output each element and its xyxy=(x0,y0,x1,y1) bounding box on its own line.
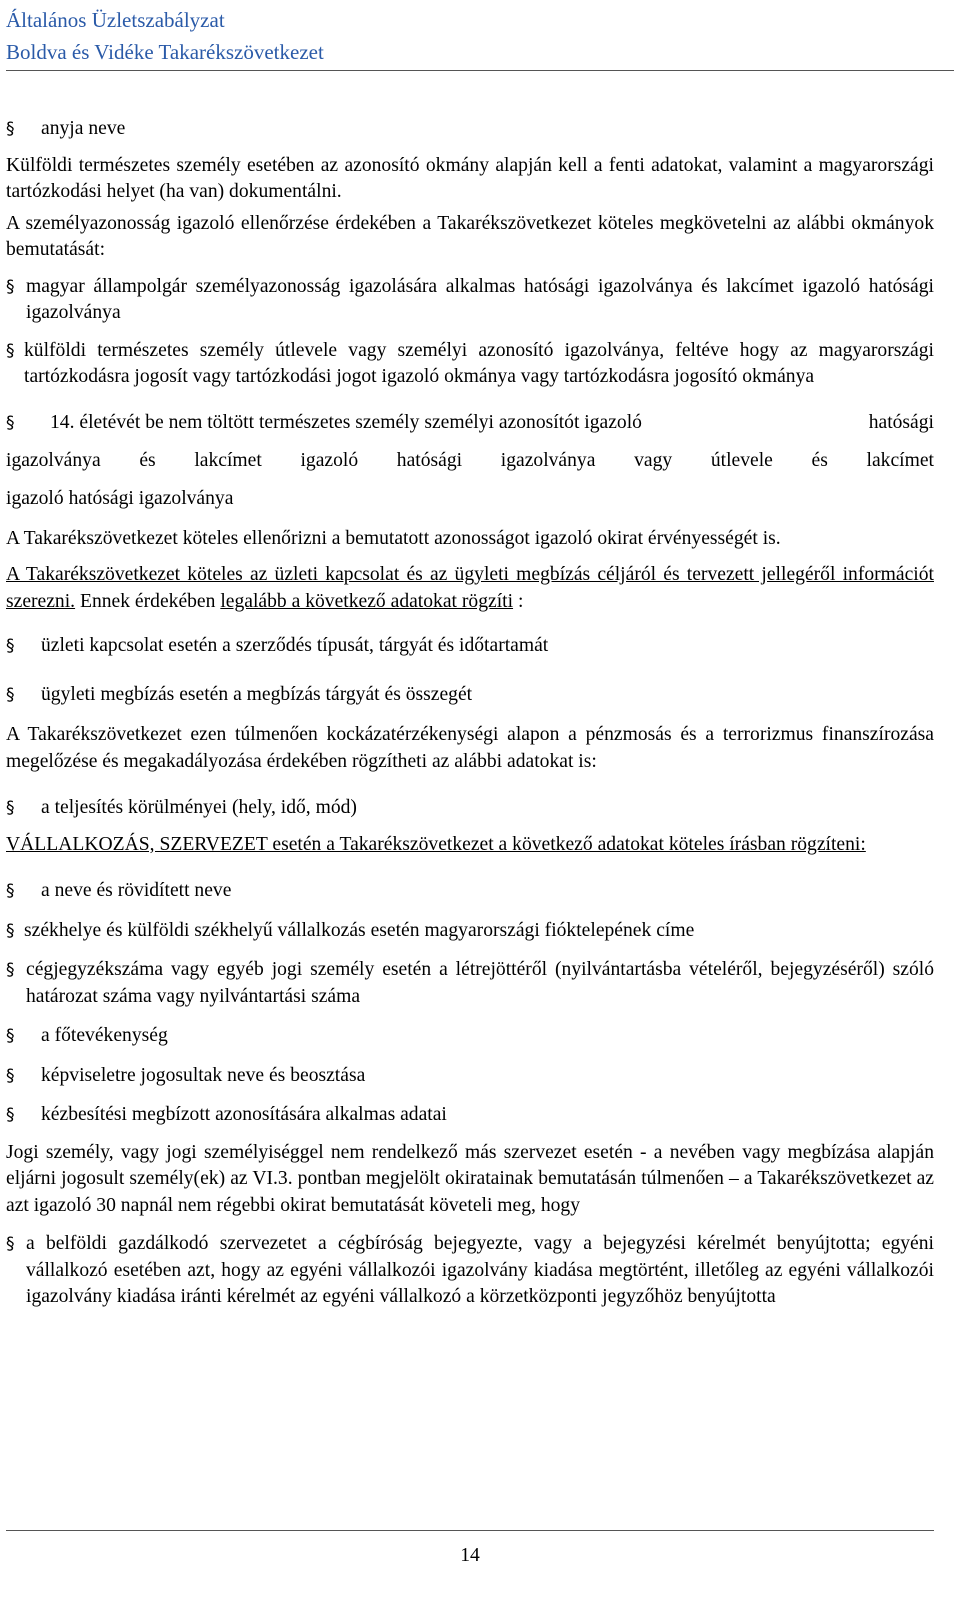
list-item-text: anyja neve xyxy=(41,118,126,139)
document-title: Általános Üzletszabályzat xyxy=(6,8,225,32)
list-item xyxy=(6,682,934,709)
paragraph: A személyazonosság igazoló ellenőrzése érdekében a Takarékszövetkezet köteles megkövetelni az alábbi okmányok bemutatását: xyxy=(6,212,934,260)
list-item-text: külföldi természetes személy útlevele vagy személyi azonosító igazolványa, feltéve hogy az magyarországi tartózkodásra jogosít vagy tartózkodási jogot igazoló okmánya vagy tartózkodásra jogosító okmánya xyxy=(24,339,934,387)
section-bullet-icon: § xyxy=(6,636,15,656)
list-item-text: kézbesítési megbízott azonosítására alkalmas adatai xyxy=(41,1104,447,1125)
section-bullet-icon: § xyxy=(6,798,15,818)
section-bullet-icon: § xyxy=(6,1026,15,1046)
underlined-text: A Takarékszövetkezet köteles az üzleti kapcsolat és az ügyleti megbízás céljáról és tervezett jellegéről információt szerezni. xyxy=(6,564,934,612)
paragraph: Külföldi természetes személy esetében az azonosító okmány alapján kell a fenti adatokat, valamint a magyarországi tartózkodási helyet (ha van) dokumentálni. xyxy=(6,154,934,202)
footer-divider xyxy=(6,1530,934,1531)
section-bullet-icon: § xyxy=(6,881,15,901)
list-item xyxy=(6,274,934,327)
list-item-text: igazoló hatósági igazolványa xyxy=(6,487,234,509)
list-item-text: 14. életévét be nem töltött természetes személy személyi azonosítót igazoló xyxy=(50,411,642,433)
section-bullet-icon: § xyxy=(6,960,15,980)
list-item xyxy=(6,918,934,945)
list-item-text: hatósági xyxy=(868,411,934,433)
list-item xyxy=(6,1231,934,1311)
page-number: 14 xyxy=(460,1545,480,1566)
list-item-text: a teljesítés körülményei (hely, idő, mód) xyxy=(41,797,357,818)
list-item-text: cégjegyzékszáma vagy egyéb jogi személy esetén a létrejöttéről (nyilvántartásba vételéről, bejegyzéséről) szóló határozat száma vagy nyilvántartási száma xyxy=(26,959,934,1007)
underlined-text: legalább a következő adatokat rögzíti xyxy=(220,590,514,612)
paragraph xyxy=(6,562,934,615)
list-item xyxy=(6,633,934,660)
plain-text: : xyxy=(513,590,524,612)
list-item-text: székhelye és külföldi székhelyű vállalkozás esetén magyarországi fióktelepének címe xyxy=(24,919,695,941)
page-header xyxy=(6,4,954,68)
section-bullet-icon: § xyxy=(6,119,15,139)
list-item xyxy=(6,116,934,143)
paragraph: A Takarékszövetkezet köteles ellenőrizni a bemutatott azonosságot igazoló okirat érvényességét is. xyxy=(6,527,781,549)
list-item-text: üzleti kapcsolat esetén a szerződés típusát, tárgyát és időtartamát xyxy=(41,635,549,656)
list-item-text: igazolványa és lakcímet igazoló hatósági igazolványa vagy útlevele és lakcímet xyxy=(6,449,934,471)
list-item-text: képviseletre jogosultak neve és beosztása xyxy=(41,1064,366,1086)
paragraph: Jogi személy, vagy jogi személyiséggel nem rendelkező más szervezet esetén - a nevében vagy megbízása alapján eljárni jogosult személy(ek) az VI.3. pontban megjelölt okiratainak bemutatásán túlmenően – a Takarékszövetkezet az azt igazoló 30 napnál nem régebbi okirat bemutatását követeli meg, hogy xyxy=(6,1141,934,1216)
section-bullet-icon: § xyxy=(6,684,15,705)
list-item xyxy=(6,878,934,905)
list-item xyxy=(6,795,934,822)
section-bullet-icon: § xyxy=(6,276,15,297)
list-item-text: magyar állampolgár személyazonosság igazolására alkalmas hatósági igazolványa és lakcímet igazoló hatósági igazolványa xyxy=(26,275,934,323)
list-item xyxy=(6,1063,934,1090)
section-bullet-icon: § xyxy=(6,1105,15,1125)
list-item-text: ügyleti megbízás esetén a megbízás tárgyát és összegét xyxy=(41,683,473,705)
plain-text: Ennek érdekében xyxy=(75,590,221,612)
section-bullet-icon: § xyxy=(6,412,15,433)
section-bullet-icon: § xyxy=(6,1234,15,1254)
list-item xyxy=(6,338,934,391)
header-divider xyxy=(6,70,954,71)
list-item xyxy=(6,1102,934,1129)
list-item xyxy=(6,957,934,1010)
section-bullet-icon: § xyxy=(6,920,15,941)
document-subtitle: Boldva és Vidéke Takarékszövetkezet xyxy=(6,40,324,64)
list-item xyxy=(6,404,934,518)
section-bullet-icon: § xyxy=(6,340,15,361)
list-item-text: a főtevékenység xyxy=(41,1025,168,1046)
document-body xyxy=(6,116,934,1311)
paragraph: A Takarékszövetkezet ezen túlmenően kockázatérzékenységi alapon a pénzmosás és a terrorizmus finanszírozása megelőzése és megakadályozása érdekében rögzítheti az alábbi adatokat is: xyxy=(6,724,934,772)
list-item-text: a neve és rövidített neve xyxy=(41,880,232,901)
section-bullet-icon: § xyxy=(6,1065,15,1086)
list-item-text: a belföldi gazdálkodó szervezetet a cégbíróság bejegyezte, vagy a bejegyzési kérelmét benyújtotta; egyéni vállalkozó esetében azt, hogy az egyéni vállalkozói igazolvány kiadása megtörtént, illetőleg az egyéni vállalkozói igazolvány kiadása iránti kérelmét az egyéni vállalkozó a körzetközponti jegyzőhöz benyújtotta xyxy=(26,1233,934,1307)
paragraph: VÁLLALKOZÁS, SZERVEZET esetén a Takarékszövetkezet a következő adatokat köteles írásban rögzíteni: xyxy=(6,833,866,855)
list-item xyxy=(6,1023,934,1050)
